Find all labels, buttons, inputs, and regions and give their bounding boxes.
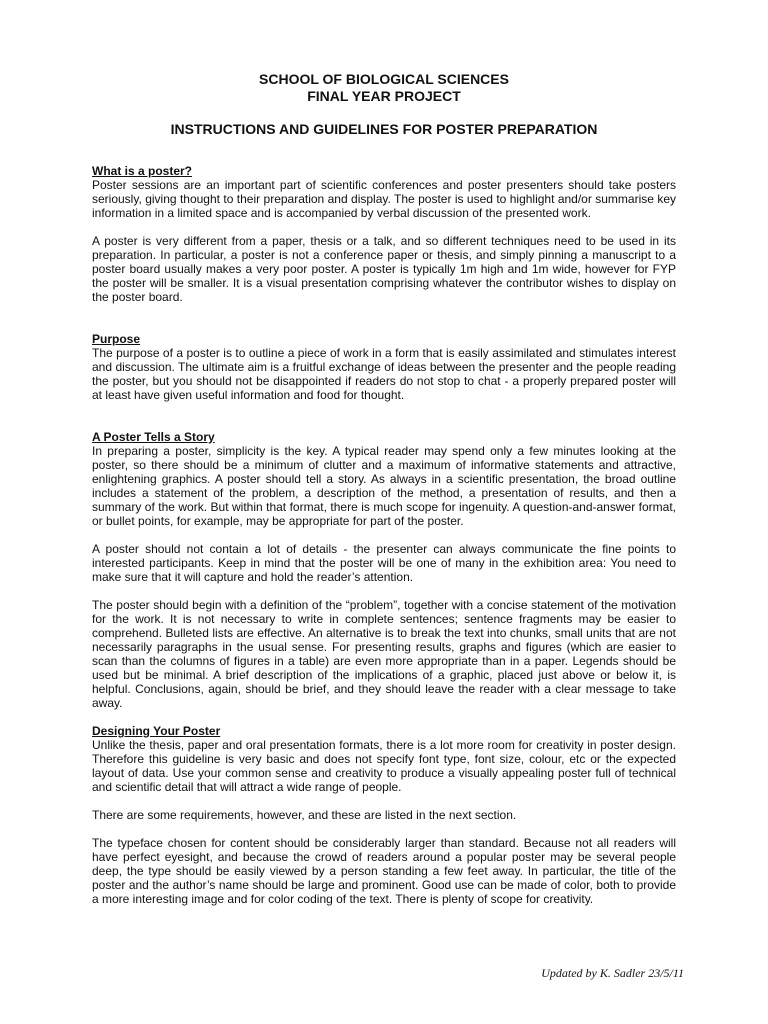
paragraph: Unlike the thesis, paper and oral presentation formats, there is a lot more room for creativity in poster design. Therefore this guideline is very basic and does not specify font type, font size, colour, etc or the expected layout of data. Use your common sense and creativity to produce a visually appealing poster full of technical and scientific detail that will attract a wide range of people.	[92, 738, 676, 794]
school-title: SCHOOL OF BIOLOGICAL SCIENCES	[259, 71, 509, 87]
update-note: Updated by K. Sadler 23/5/11	[541, 966, 684, 980]
paragraph: A poster is very different from a paper, thesis or a talk, and so different techniques need to be used in its preparation. In particular, a poster is not a conference paper or thesis, and simply pinning a manuscript to a poster board usually makes a very poor poster. A poster is typically 1m high and 1m wide, however for FYP the poster will be smaller. It is a visual presentation comprising whatever the contributor wishes to display on the poster board.	[92, 234, 676, 304]
paragraph: A poster should not contain a lot of details - the presenter can always communicate the fine points to interested participants. Keep in mind that the poster will be one of many in the exhibition area: You need to make sure that it will capture and hold the reader’s attention.	[92, 542, 676, 584]
document-body	[92, 164, 676, 906]
paragraph: The poster should begin with a definition of the “problem”, together with a concise statement of the motivation for the work. It is not necessary to write in complete sentences; sentence fragments may be easier to comprehend. Bulleted lists are effective. An alternative is to break the text into chunks, small units that are not necessarily paragraphs in the usual sense. For presenting results, graphs and figures (which are easier to scan than the columns of figures in a table) are even more appropriate than in a paper. Legends should be used but be minimal. A brief description of the implications of a graphic, placed just above or below it, is helpful. Conclusions, again, should be brief, and they should leave the reader with a clear message to take away.	[92, 598, 676, 710]
paragraph: There are some requirements, however, and these are listed in the next section.	[92, 808, 517, 822]
paragraph: The typeface chosen for content should be considerably larger than standard. Because not all readers will have perfect eyesight, and because the crowd of readers around a popular poster may be several people deep, the type should be easily viewed by a person standing a few feet away. In particular, the title of the poster and the author’s name should be large and prominent. Good use can be made of color, both to provide a more interesting image and for color coding of the text. There is plenty of scope for creativity.	[92, 836, 676, 906]
document-title: INSTRUCTIONS AND GUIDELINES FOR POSTER PREPARATION	[170, 121, 598, 137]
project-title: FINAL YEAR PROJECT	[307, 88, 461, 104]
section-heading-purpose: Purpose	[92, 332, 141, 346]
paragraph: In preparing a poster, simplicity is the key. A typical reader may spend only a few minutes looking at the poster, so there should be a minimum of clutter and a maximum of informative statements and attractive, enlightening graphics. A poster should tell a story. As always in a scientific presentation, the broad outline includes a statement of the problem, a description of the method, a presentation of results, and then a summary of the work. But within that format, there is much scope for ingenuity. A question-and-answer format, or bullet points, for example, may be appropriate for part of the poster.	[92, 444, 676, 528]
paragraph: Poster sessions are an important part of scientific conferences and poster presenters should take posters seriously, giving thought to their preparation and display. The poster is used to highlight and/or summarise key information in a limited space and is accompanied by verbal discussion of the presented work.	[92, 178, 676, 220]
section-heading-poster-tells-a-story: A Poster Tells a Story	[92, 430, 215, 444]
section-heading-what-is-a-poster: What is a poster?	[92, 164, 193, 178]
section-heading-designing-your-poster: Designing Your Poster	[92, 724, 221, 738]
paragraph: The purpose of a poster is to outline a piece of work in a form that is easily assimilated and stimulates interest and discussion. The ultimate aim is a fruitful exchange of ideas between the presenter and the people reading the poster, but you should not be disappointed if readers do not stop to chat - a properly prepared poster will at least have given useful information and food for thought.	[92, 346, 676, 402]
